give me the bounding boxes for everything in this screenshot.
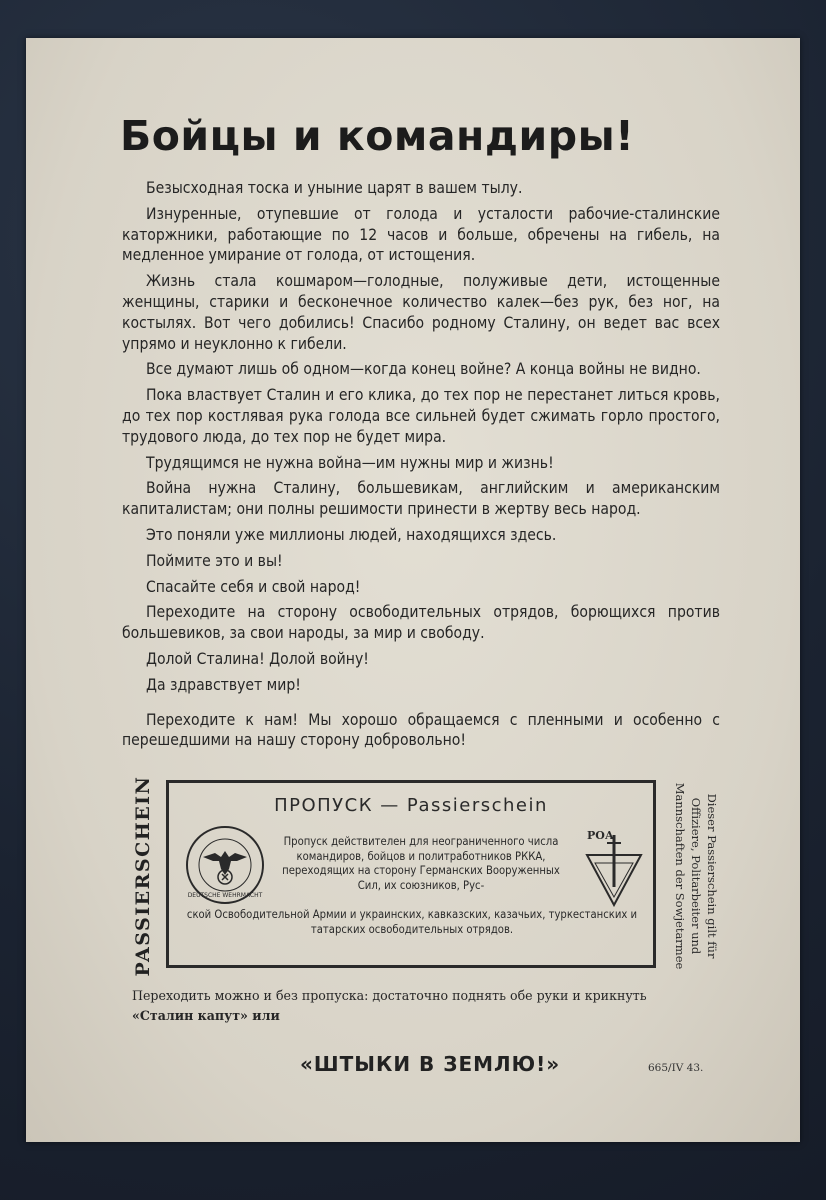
paragraph-3: Жизнь стала кошмаром—голодные, полуживые дети, истощенные женщины, старики и бесконечное количество калек—без рук, без ног, на костылях. Вот чего добились! Спасибо родному Сталину, он ведет вас всех упрямо и неуклонно к гибели. — [122, 272, 720, 353]
paragraph-4: Все думают лишь об одном—когда конец войне? А конца войны не видно. — [146, 360, 701, 379]
slogan: «ШТЫКИ В ЗЕМЛЮ!» — [300, 1052, 561, 1076]
side-right-line-2: Offiziere, Politarbeiter und — [689, 797, 703, 955]
pass-box — [166, 780, 656, 968]
footer-note — [132, 986, 732, 1026]
paragraph-2: Изнуренные, отупевшие от голода и усталости рабочие-сталинские каторжники, работающие по 12 часов и больше, обречены на гибель, на медленное умирание от голода, от истощения. — [122, 204, 720, 265]
paragraph-7: Война нужна Сталину, большевикам, английским и американским капиталистам; они полны решимости принести в жертву весь народ. — [122, 479, 720, 519]
passierschein-block — [130, 776, 720, 976]
paragraph-10: Спасайте себя и свой народ! — [146, 577, 361, 596]
paragraph-13: Да здравствует мир! — [146, 675, 301, 694]
body-text — [122, 178, 720, 756]
paragraph-8: Это поняли уже миллионы людей, находящихся здесь. — [146, 525, 557, 544]
print-code: 665/IV 43. — [648, 1062, 704, 1074]
paragraph-1: Безысходная тоска и уныние царят в вашем тылу. — [146, 179, 523, 197]
side-right-line-3: Mannschaften der Sowjetarmee — [673, 782, 687, 970]
paragraph-9: Поймите это и вы! — [146, 551, 283, 570]
pass-title: ПРОПУСК — Passierschein — [274, 795, 548, 816]
paragraph-12: Долой Сталина! Долой войну! — [146, 649, 369, 668]
side-label-right — [662, 776, 724, 976]
footer-phrase: «Сталин капут» или — [132, 1008, 280, 1023]
side-right-line-1: Dieser Passierschein gilt für — [705, 793, 719, 959]
pass-text-bottom: ской Освободительной Армии и украинских, кавказских, казачьих, туркестанских и татарских освободительных отрядов. — [186, 908, 638, 936]
paragraph-5: Пока властвует Сталин и его клика, до тех пор не перестанет литься кровь, до тех пор костлявая рука голода все сильней будет сжимать горло простого, трудового люда, до тех пор не будет мира. — [122, 386, 720, 446]
paragraph-14: Переходите к нам! Мы хорошо обращаемся с пленными и особенно с перешедшими на нашу сторону добровольно! — [122, 710, 720, 750]
emblem-label: РОА — [587, 829, 614, 842]
pass-text-main: Пропуск действителен для неограниченного числа командиров, бойцов и политработников РККА, переходящих на сторону Германских Вооруженных Сил, их союзников, Рус- — [282, 835, 560, 892]
headline: Бойцы и командиры! — [120, 112, 635, 160]
eagle-ring-text: DEUTSCHE WEHRMACHT — [187, 892, 263, 899]
passierschein-vertical-label: PASSIERSCHEIN — [132, 775, 154, 977]
wehrmacht-eagle-icon — [183, 823, 267, 907]
leaflet-paper — [26, 38, 800, 1142]
paragraph-6: Трудящимся не нужна война—им нужны мир и жизнь! — [146, 453, 554, 472]
side-label-left — [128, 776, 158, 976]
footer-note-text: Переходить можно и без пропуска: достаточно поднять обе руки и крикнуть — [132, 988, 647, 1003]
paragraph-11: Переходите на сторону освободительных отрядов, борющихся против большевиков, за свои народы, за мир и свободу. — [122, 603, 720, 643]
